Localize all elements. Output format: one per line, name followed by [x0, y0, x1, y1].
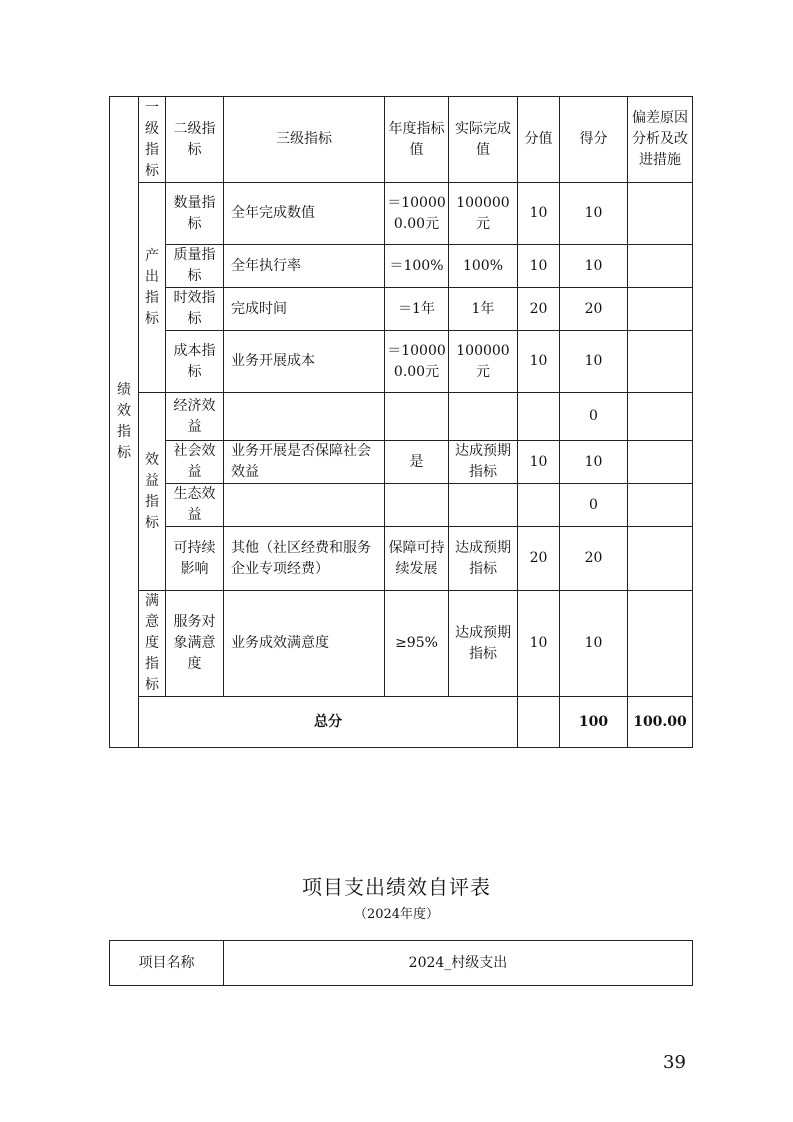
cell-weight: 10: [518, 245, 560, 288]
project-name-table: [109, 940, 693, 986]
cell-score: 10: [560, 591, 628, 697]
cell-target: [385, 393, 449, 441]
table-row: [110, 941, 693, 986]
cell-weight: 20: [518, 288, 560, 331]
cell-level2: 数量指标: [166, 183, 224, 245]
table-row: [110, 591, 693, 697]
cell-score: 10: [560, 183, 628, 245]
performance-indicator-table: [109, 96, 693, 748]
table-row: [110, 245, 693, 288]
cell-actual: 达成预期指标: [449, 527, 518, 591]
cell-level2: 服务对象满意度: [166, 591, 224, 697]
cell-actual: [449, 393, 518, 441]
cell-actual: 100000元: [449, 331, 518, 393]
page-title: 项目支出绩效自评表: [302, 875, 491, 899]
cell-weight: 10: [518, 331, 560, 393]
cell-actual: 达成预期指标: [449, 441, 518, 484]
cell-actual: [449, 484, 518, 527]
table-row: [110, 288, 693, 331]
cell-target: ≥95%: [385, 591, 449, 697]
table-row: [110, 331, 693, 393]
cell-target: ＝1年: [385, 288, 449, 331]
cell-level3: 业务开展成本: [224, 331, 385, 393]
cell-reason: [628, 331, 693, 393]
group-output: 产出指标: [139, 183, 166, 393]
group-satisfaction: 满意度指标: [139, 591, 166, 697]
cell-actual: 100%: [449, 245, 518, 288]
table-row: [110, 441, 693, 484]
cell-score: 10: [560, 331, 628, 393]
cell-level3: 全年执行率: [224, 245, 385, 288]
cell-actual: 100000元: [449, 183, 518, 245]
perf-indicator-label: 绩效指标: [110, 97, 139, 748]
header-target: 年度指标值: [385, 97, 449, 183]
table-row: [110, 183, 693, 245]
cell-target: ＝100000.00元: [385, 331, 449, 393]
cell-score: 0: [560, 484, 628, 527]
cell-level3: 完成时间: [224, 288, 385, 331]
table-row: [110, 484, 693, 527]
table-header-row: [110, 97, 693, 183]
cell-weight: 10: [518, 183, 560, 245]
cell-target: 保障可持续发展: [385, 527, 449, 591]
cell-level3: 全年完成数值: [224, 183, 385, 245]
cell-level2: 经济效益: [166, 393, 224, 441]
cell-level3: [224, 484, 385, 527]
page-subtitle: （2024年度）: [353, 907, 440, 922]
cell-reason: [628, 245, 693, 288]
total-actual: [518, 697, 560, 748]
total-score: 100.00: [628, 697, 693, 748]
header-reason: 偏差原因分析及改进措施: [628, 97, 693, 183]
header-actual: 实际完成值: [449, 97, 518, 183]
cell-weight: [518, 393, 560, 441]
cell-score: 20: [560, 288, 628, 331]
total-row: [110, 697, 693, 748]
project-name-value: 2024_村级支出: [224, 941, 693, 986]
cell-score: 10: [560, 245, 628, 288]
cell-level3: 业务开展是否保障社会效益: [224, 441, 385, 484]
cell-weight: 10: [518, 441, 560, 484]
cell-reason: [628, 527, 693, 591]
table-row: [110, 527, 693, 591]
cell-target: ＝100000.00元: [385, 183, 449, 245]
cell-reason: [628, 484, 693, 527]
project-name-label: 项目名称: [110, 941, 224, 986]
table-row: [110, 393, 693, 441]
cell-weight: [518, 484, 560, 527]
cell-level3: 其他（社区经费和服务企业专项经费）: [224, 527, 385, 591]
cell-level3: 业务成效满意度: [224, 591, 385, 697]
page-number: 39: [663, 1052, 686, 1073]
cell-score: 0: [560, 393, 628, 441]
cell-reason: [628, 183, 693, 245]
cell-level2: 可持续影响: [166, 527, 224, 591]
cell-level3: [224, 393, 385, 441]
header-level2: 二级指标: [166, 97, 224, 183]
cell-reason: [628, 591, 693, 697]
cell-target: 是: [385, 441, 449, 484]
cell-score: 10: [560, 441, 628, 484]
cell-weight: 10: [518, 591, 560, 697]
header-level3: 三级指标: [224, 97, 385, 183]
header-level1: 一级指标: [139, 97, 166, 183]
cell-level2: 生态效益: [166, 484, 224, 527]
header-score: 得分: [560, 97, 628, 183]
cell-reason: [628, 393, 693, 441]
cell-level2: 社会效益: [166, 441, 224, 484]
cell-level2: 时效指标: [166, 288, 224, 331]
cell-target: ＝100%: [385, 245, 449, 288]
cell-level2: 成本指标: [166, 331, 224, 393]
cell-score: 20: [560, 527, 628, 591]
cell-reason: [628, 441, 693, 484]
cell-weight: 20: [518, 527, 560, 591]
cell-target: [385, 484, 449, 527]
total-weight: 100: [560, 697, 628, 748]
cell-actual: 达成预期指标: [449, 591, 518, 697]
group-benefit: 效益指标: [139, 393, 166, 591]
header-weight: 分值: [518, 97, 560, 183]
cell-level2: 质量指标: [166, 245, 224, 288]
cell-actual: 1年: [449, 288, 518, 331]
cell-reason: [628, 288, 693, 331]
total-label: 总分: [139, 697, 518, 748]
